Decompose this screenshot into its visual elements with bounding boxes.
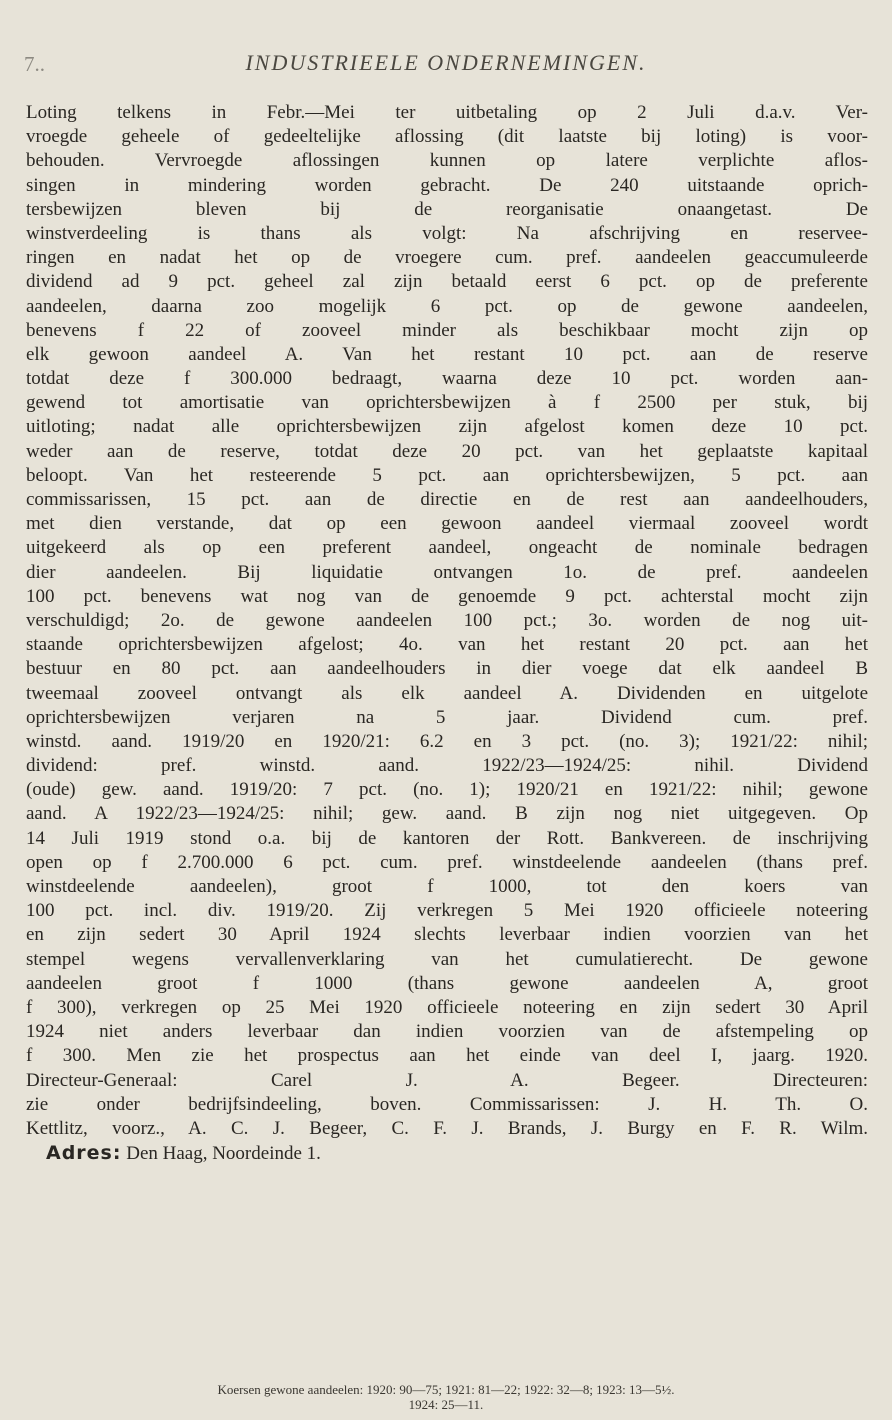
running-head: INDUSTRIEELE ONDERNEMINGEN. [245,50,647,75]
text-line: (oude) gew. aand. 1919/20: 7 pct. (no. 1); 1920/21 en 1921/22: nihil; gewone [26,779,868,801]
text-line: dier aandeelen. Bij liquidatie ontvangen 1o. de pref. aandeelen [26,561,868,583]
text-line: beloopt. Van het resteerende 5 pct. aan oprichtersbewijzen, 5 pct. aan [26,464,868,486]
price-footnote [0,1382,892,1412]
text-line: winstverdeeling is thans als volgt: Na afschrijving en reservee- [26,222,868,244]
address-value: Den Haag, Noordeinde 1. [126,1143,321,1165]
text-line: dividend ad 9 pct. geheel zal zijn betaald eerst 6 pct. op de preferente [26,271,868,293]
text-line: dividend: pref. winstd. aand. 1922/23—1924/25: nihil. Dividend [26,755,868,777]
text-line: weder aan de reserve, totdat deze 20 pct. van het geplaatste kapitaal [26,440,868,462]
footnote-line: 1924: 25—11. [408,1397,484,1412]
text-line: tersbewijzen bleven bij de reorganisatie onaangetast. De [26,198,868,220]
text-line: 100 pct. incl. div. 1919/20. Zij verkregen 5 Mei 1920 officieele noteering [26,900,868,922]
text-line: f 300. Men zie het prospectus aan het einde van deel I, jaarg. 1920. [26,1045,868,1067]
text-line: 14 Juli 1919 stond o.a. bij de kantoren der Rott. Bankvereen. de inschrijving [26,827,868,849]
text-line: aand. A 1922/23—1924/25: nihil; gew. aand. B zijn nog niet uitgegeven. Op [26,803,868,825]
text-line: 1924 niet anders leverbaar dan indien voorzien van de afstempeling op [26,1021,868,1043]
text-line: totdat deze f 300.000 bedraagt, waarna deze 10 pct. worden aan- [26,368,868,390]
text-line: stempel wegens vervallenverklaring van het cumulatierecht. De gewone [26,948,868,970]
text-line: uitloting; nadat alle oprichtersbewijzen zijn afgelost komen deze 10 pct. [26,416,868,438]
text-line: winstd. aand. 1919/20 en 1920/21: 6.2 en 3 pct. (no. 3); 1921/22: nihil; [26,730,868,752]
text-line: zie onder bedrijfsindeeling, boven. Commissarissen: J. H. Th. O. [26,1093,868,1115]
text-line: ringen en nadat het op de vroegere cum. pref. aandeelen geaccumuleerde [26,247,868,269]
text-line: commissarissen, 15 pct. aan de directie en de rest aan aandeelhouders, [26,489,868,510]
body-text [26,101,868,1165]
address-line [26,1141,868,1165]
text-line: Directeur-Generaal: Carel J. A. Begeer. Directeuren: [26,1069,868,1091]
text-line: bestuur en 80 pct. aan aandeelhouders in dier voege dat elk aandeel B [26,658,868,680]
text-line: f 300), verkregen op 25 Mei 1920 officieele noteering en zijn sedert 30 April [26,996,868,1018]
text-line: 100 pct. benevens wat nog van de genoemde 9 pct. achterstal mocht zijn [26,585,868,607]
footnote-line: Koersen gewone aandeelen: 1920: 90—75; 1921: 81—22; 1922: 32—8; 1923: 13—5½. [217,1382,675,1397]
text-line: tweemaal zooveel ontvangt als elk aandeel A. Dividenden en uitgelote [26,682,868,704]
text-line: met dien verstande, dat op een gewoon aandeel viermaal zooveel wordt [26,513,868,535]
text-line: winstdeelende aandeelen), groot f 1000, tot den koers van [26,876,868,897]
text-line: aandeelen groot f 1000 (thans gewone aandeelen A, groot [26,972,868,994]
text-line: benevens f 22 of zooveel minder als beschikbaar mocht zijn op [26,319,868,341]
page-number: 7.. [24,52,45,76]
text-line: oprichtersbewijzen verjaren na 5 jaar. Dividend cum. pref. [26,706,868,728]
text-line: verschuldigd; 2o. de gewone aandeelen 100 pct.; 3o. worden de nog uit- [26,609,868,631]
text-line: Kettlitz, voorz., A. C. J. Begeer, C. F. J. Brands, J. Burgy en F. R. Wilm. [26,1117,868,1139]
text-line: singen in mindering worden gebracht. De 240 uitstaande oprich- [26,174,868,196]
text-line: uitgekeerd als op een preferent aandeel, ongeacht de nominale bedragen [26,537,868,559]
page-header [0,48,892,88]
text-line: aandeelen, daarna zoo mogelijk 6 pct. op de gewone aandeelen, [26,295,868,317]
text-line: staande oprichtersbewijzen afgelost; 4o. van het restant 20 pct. aan het [26,634,868,656]
text-line: open op f 2.700.000 6 pct. cum. pref. winstdeelende aandeelen (thans pref. [26,851,868,873]
text-line: behouden. Vervroegde aflossingen kunnen op latere verplichte aflos- [26,150,868,172]
text-line: en zijn sedert 30 April 1924 slechts leverbaar indien voorzien van het [26,924,868,946]
text-line: Loting telkens in Febr.—Mei ter uitbetaling op 2 Juli d.a.v. Ver- [26,102,868,123]
text-line: vroegde geheele of gedeeltelijke aflossing (dit laatste bij loting) is voor- [26,126,868,148]
text-line: gewend tot amortisatie van oprichtersbewijzen à f 2500 per stuk, bij [26,392,868,414]
address-label: Adres: [46,1142,122,1165]
text-line: elk gewoon aandeel A. Van het restant 10 pct. aan de reserve [26,343,868,365]
